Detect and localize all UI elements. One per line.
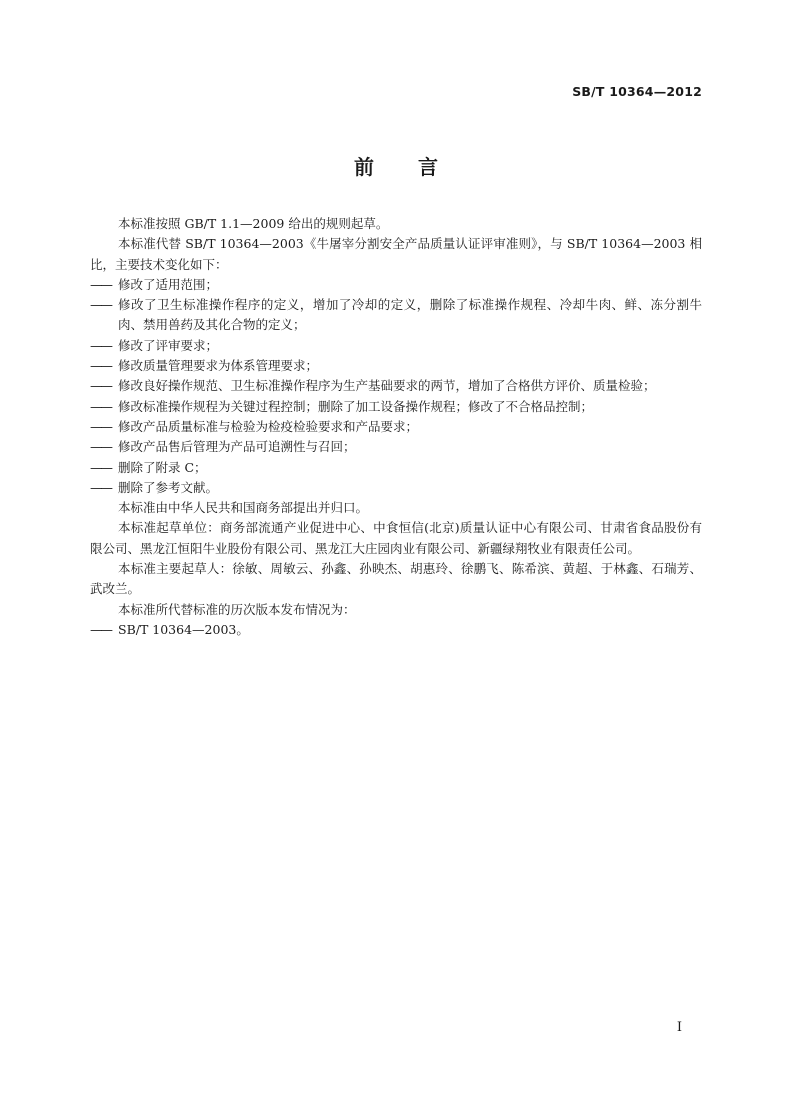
dash-marker: —— — [90, 398, 111, 414]
paragraph-drafting-units: 本标准起草单位：商务部流通产业促进中心、中食恒信(北京)质量认证中心有限公司、甘肃省食品股份有限公司、黑龙江恒阳牛业股份有限公司、黑龙江大庄园肉业有限公司、新疆绿翔牧业有限责任公司。 — [90, 520, 702, 556]
list-item-text: 修改产品售后管理为产品可追溯性与召回； — [118, 439, 356, 455]
list-item-text: 修改了适用范围； — [118, 276, 219, 292]
list-item — [90, 336, 702, 356]
list-item-text: 删除了参考文献。 — [118, 479, 219, 495]
page-number: I — [676, 1020, 682, 1035]
list-item-text: 修改标准操作规程为关键过程控制；删除了加工设备操作规程；修改了不合格品控制； — [118, 398, 594, 414]
paragraph-replacement: 本标准代替 SB/T 10364—2003《牛屠宰分割安全产品质量认证评审准则》，与 SB/T 10364—2003 相比，主要技术变化如下： — [90, 236, 702, 272]
list-item — [90, 275, 702, 295]
dash-marker: —— — [90, 439, 111, 455]
list-item — [90, 620, 702, 640]
list-item — [90, 295, 702, 336]
list-item-text: 修改了卫生标准操作程序的定义，增加了冷却的定义，删除了标准操作规程、冷却牛肉、鲜、冻分割牛肉、禁用兽药及其化合物的定义； — [118, 297, 702, 333]
list-item-text: 修改产品质量标准与检验为检疫检验要求和产品要求； — [118, 418, 419, 434]
list-item-text: 修改良好操作规范、卫生标准操作程序为生产基础要求的两节，增加了合格供方评价、质量检验； — [118, 378, 656, 394]
paragraph-proposer: 本标准由中华人民共和国商务部提出并归口。 — [118, 500, 369, 516]
dash-marker: —— — [90, 378, 111, 394]
foreword-body — [90, 214, 702, 640]
dash-marker: —— — [90, 276, 111, 292]
list-item-text: SB/T 10364—2003。 — [118, 621, 249, 637]
dash-marker: —— — [90, 297, 111, 313]
paragraph-previous-editions: 本标准所代替标准的历次版本发布情况为： — [118, 601, 356, 617]
dash-marker: —— — [90, 459, 111, 475]
list-item — [90, 437, 702, 457]
previous-editions-list — [90, 620, 702, 640]
list-item-text: 修改质量管理要求为体系管理要求； — [118, 358, 319, 374]
list-item-text: 修改了评审要求； — [118, 337, 219, 353]
list-item-text: 删除了附录 C； — [118, 459, 207, 475]
list-item — [90, 397, 702, 417]
paragraph-drafting-rules: 本标准按照 GB/T 1.1—2009 给出的规则起草。 — [118, 216, 389, 231]
dash-marker: —— — [90, 418, 111, 434]
dash-marker: —— — [90, 479, 111, 495]
list-item — [90, 417, 702, 437]
dash-marker: —— — [90, 337, 111, 353]
dash-marker: —— — [90, 621, 111, 637]
page-title: 前言 — [354, 155, 482, 179]
standard-code: SB/T 10364—2012 — [572, 84, 702, 99]
paragraph-drafters: 本标准主要起草人：徐敏、周敏云、孙鑫、孙映杰、胡惠玲、徐鹏飞、陈希滨、黄超、于林鑫、石瑞芳、武改兰。 — [90, 561, 702, 597]
changes-list — [90, 275, 702, 498]
list-item — [90, 356, 702, 376]
list-item — [90, 478, 702, 498]
list-item — [90, 458, 702, 478]
list-item — [90, 376, 702, 396]
dash-marker: —— — [90, 358, 111, 374]
